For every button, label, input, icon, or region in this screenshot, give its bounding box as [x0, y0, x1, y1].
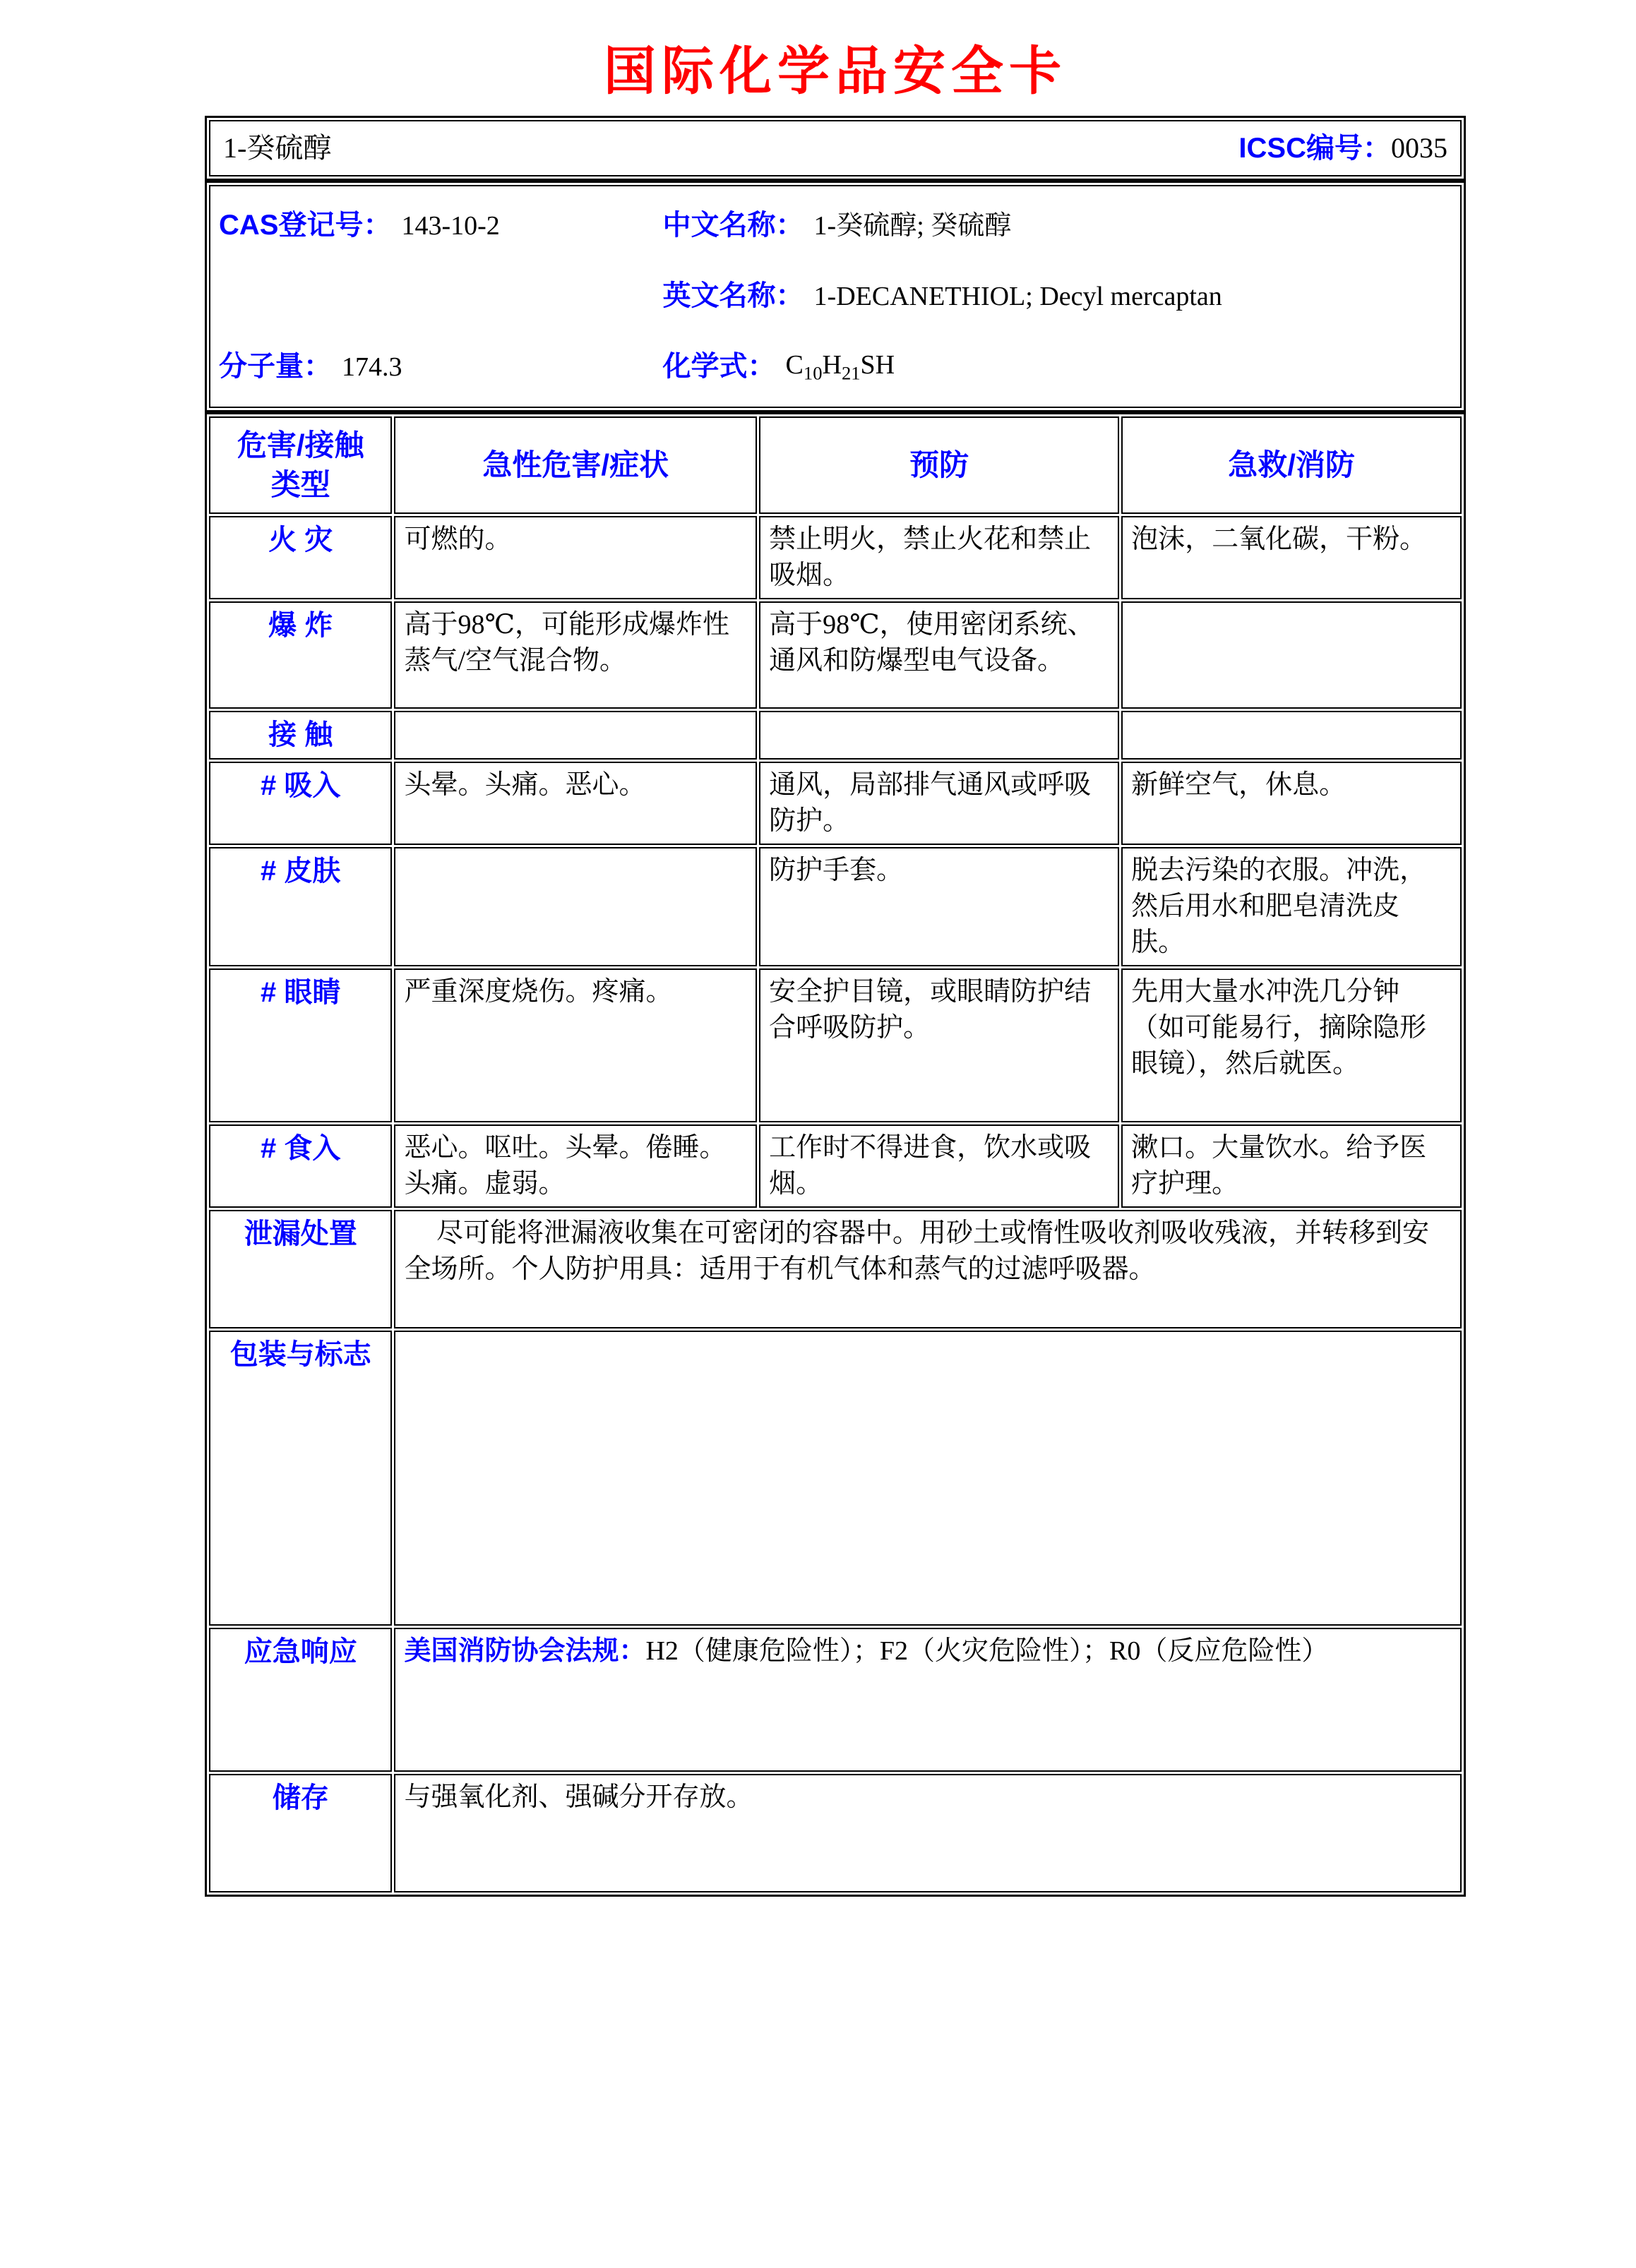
col-header-prevention: 预防: [759, 416, 1119, 514]
contact-prevention-cell: [759, 711, 1119, 760]
contact-symptoms-cell: [394, 711, 757, 760]
molecular-weight-label: 分子量：: [219, 351, 332, 383]
chinese-name-label: 中文名称：: [662, 210, 804, 241]
section-row-storage: [209, 1774, 1462, 1892]
contact-firstaid-cell: [1121, 711, 1462, 760]
skin-prevention-cell: 防护手套。: [759, 847, 1119, 966]
chemical-formula-value: [786, 347, 895, 386]
english-name-label: 英文名称：: [662, 280, 804, 312]
identification-spacer: [219, 261, 663, 332]
row-label-spill: 泄漏处置: [209, 1210, 392, 1328]
identification-grid: [219, 191, 1452, 402]
skin-firstaid-cell: 脱去污染的衣服。冲洗，然后用水和肥皂清洗皮肤。: [1121, 847, 1462, 966]
eyes-symptoms-cell: 严重深度烧伤。疼痛。: [394, 968, 757, 1122]
chinese-name-value: 1-癸硫醇; 癸硫醇: [813, 210, 1012, 241]
hazard-row-contact: [209, 711, 1462, 760]
icsc-number-value: 0035: [1391, 131, 1447, 164]
identification-row: [209, 185, 1462, 408]
formula-c: C: [785, 350, 804, 380]
row-label-storage: 储存: [209, 1774, 392, 1892]
row-label-ingestion: # 食入: [209, 1124, 392, 1208]
row-label-inhalation: # 吸入: [209, 762, 392, 845]
explosion-prevention-cell: 高于98℃，使用密闭系统、通风和防爆型电气设备。: [759, 601, 1119, 709]
molecular-weight-value: 174.3: [342, 352, 402, 382]
packaging-content-cell: [394, 1331, 1462, 1626]
hazard-row-skin: [209, 847, 1462, 966]
safety-card: [205, 116, 1466, 1897]
spill-content-cell: 尽可能将泄漏液收集在可密闭的容器中。用砂土或惰性吸收剂吸收残液，并转移到安全场所。个人防护用具：适用于有机气体和蒸气的过滤呼吸器。: [394, 1210, 1462, 1328]
formula-c-subscript: 10: [803, 362, 823, 384]
hazard-table: [205, 412, 1466, 1897]
nfpa-value: H2（健康危险性）；F2（火灾危险性）；R0（反应危险性）: [645, 1636, 1329, 1666]
chemical-name: 1-癸硫醇: [223, 132, 332, 164]
section-row-packaging: [209, 1331, 1462, 1626]
row-label-fire: 火 灾: [209, 516, 392, 599]
inhalation-symptoms-cell: 头晕。头痛。恶心。: [394, 762, 757, 845]
molecular-weight: [219, 332, 663, 402]
inhalation-firstaid-cell: 新鲜空气，休息。: [1121, 762, 1462, 845]
ingestion-prevention-cell: 工作时不得进食，饮水或吸烟。: [759, 1124, 1119, 1208]
row-label-explosion: 爆 炸: [209, 601, 392, 709]
formula-h-subscript: 21: [841, 362, 861, 384]
explosion-symptoms-cell: 高于98℃，可能形成爆炸性蒸气/空气混合物。: [394, 601, 757, 709]
cas-value: 143-10-2: [401, 210, 500, 241]
formula-h: H: [822, 350, 842, 380]
icsc-number: [1238, 129, 1447, 168]
row-label-contact: 接 触: [209, 711, 392, 760]
icsc-number-label: ICSC编号：: [1238, 132, 1391, 164]
row-label-emergency: 应急响应: [209, 1628, 392, 1772]
hazard-row-fire: [209, 516, 1462, 599]
eyes-firstaid-cell: 先用大量水冲洗几分钟（如可能易行，摘除隐形眼镜），然后就医。: [1121, 968, 1462, 1122]
emergency-content-cell: [394, 1628, 1462, 1772]
skin-symptoms-cell: [394, 847, 757, 966]
hazard-row-ingestion: [209, 1124, 1462, 1208]
hazard-row-explosion: [209, 601, 1462, 709]
col-header-hazard-type-line1: 危害/接触: [237, 428, 364, 462]
col-header-symptoms: 急性危害/症状: [394, 416, 757, 514]
chemical-formula: [663, 332, 1452, 402]
eyes-prevention-cell: 安全护目镜，或眼睛防护结合呼吸防护。: [759, 968, 1119, 1122]
english-name: [663, 261, 1452, 332]
section-row-spill: [209, 1210, 1462, 1328]
nfpa-label: 美国消防协会法规：: [404, 1636, 646, 1666]
formula-tail: SH: [860, 350, 895, 380]
inhalation-prevention-cell: 通风，局部排气通风或呼吸防护。: [759, 762, 1119, 845]
fire-symptoms-cell: 可燃的。: [394, 516, 757, 599]
chemical-formula-label: 化学式：: [662, 351, 776, 383]
cas-number: [219, 191, 663, 261]
english-name-value: 1-DECANETHIOL; Decyl mercaptan: [813, 281, 1222, 311]
col-header-firstaid: 急救/消防: [1121, 416, 1462, 514]
storage-content-cell: 与强氧化剂、强碱分开存放。: [394, 1774, 1462, 1892]
explosion-firstaid-cell: [1121, 601, 1462, 709]
identification-cell: [209, 185, 1462, 408]
fire-firstaid-cell: 泡沫，二氧化碳，干粉。: [1121, 516, 1462, 599]
hazard-row-eyes: [209, 968, 1462, 1122]
col-header-hazard-type: [209, 416, 392, 514]
fire-prevention-cell: 禁止明火，禁止火花和禁止吸烟。: [759, 516, 1119, 599]
hazard-row-inhalation: [209, 762, 1462, 845]
identification-box: [205, 181, 1466, 412]
ingestion-firstaid-cell: 漱口。大量饮水。给予医疗护理。: [1121, 1124, 1462, 1208]
row-label-skin: # 皮肤: [209, 847, 392, 966]
col-header-hazard-type-line2: 类型: [270, 468, 330, 501]
title-box-content: [219, 126, 1452, 171]
page-title: 国际化学品安全卡: [604, 43, 1067, 101]
title-box: [205, 116, 1466, 181]
row-label-packaging: 包装与标志: [209, 1331, 392, 1626]
cas-label: CAS登记号：: [219, 210, 392, 241]
section-row-emergency: [209, 1628, 1462, 1772]
hazard-table-header-row: [209, 416, 1462, 514]
title-box-cell: [209, 120, 1462, 176]
title-box-row: [209, 120, 1462, 176]
chinese-name: [663, 191, 1452, 261]
ingestion-symptoms-cell: 恶心。呕吐。头晕。倦睡。头痛。虚弱。: [394, 1124, 757, 1208]
row-label-eyes: # 眼睛: [209, 968, 392, 1122]
